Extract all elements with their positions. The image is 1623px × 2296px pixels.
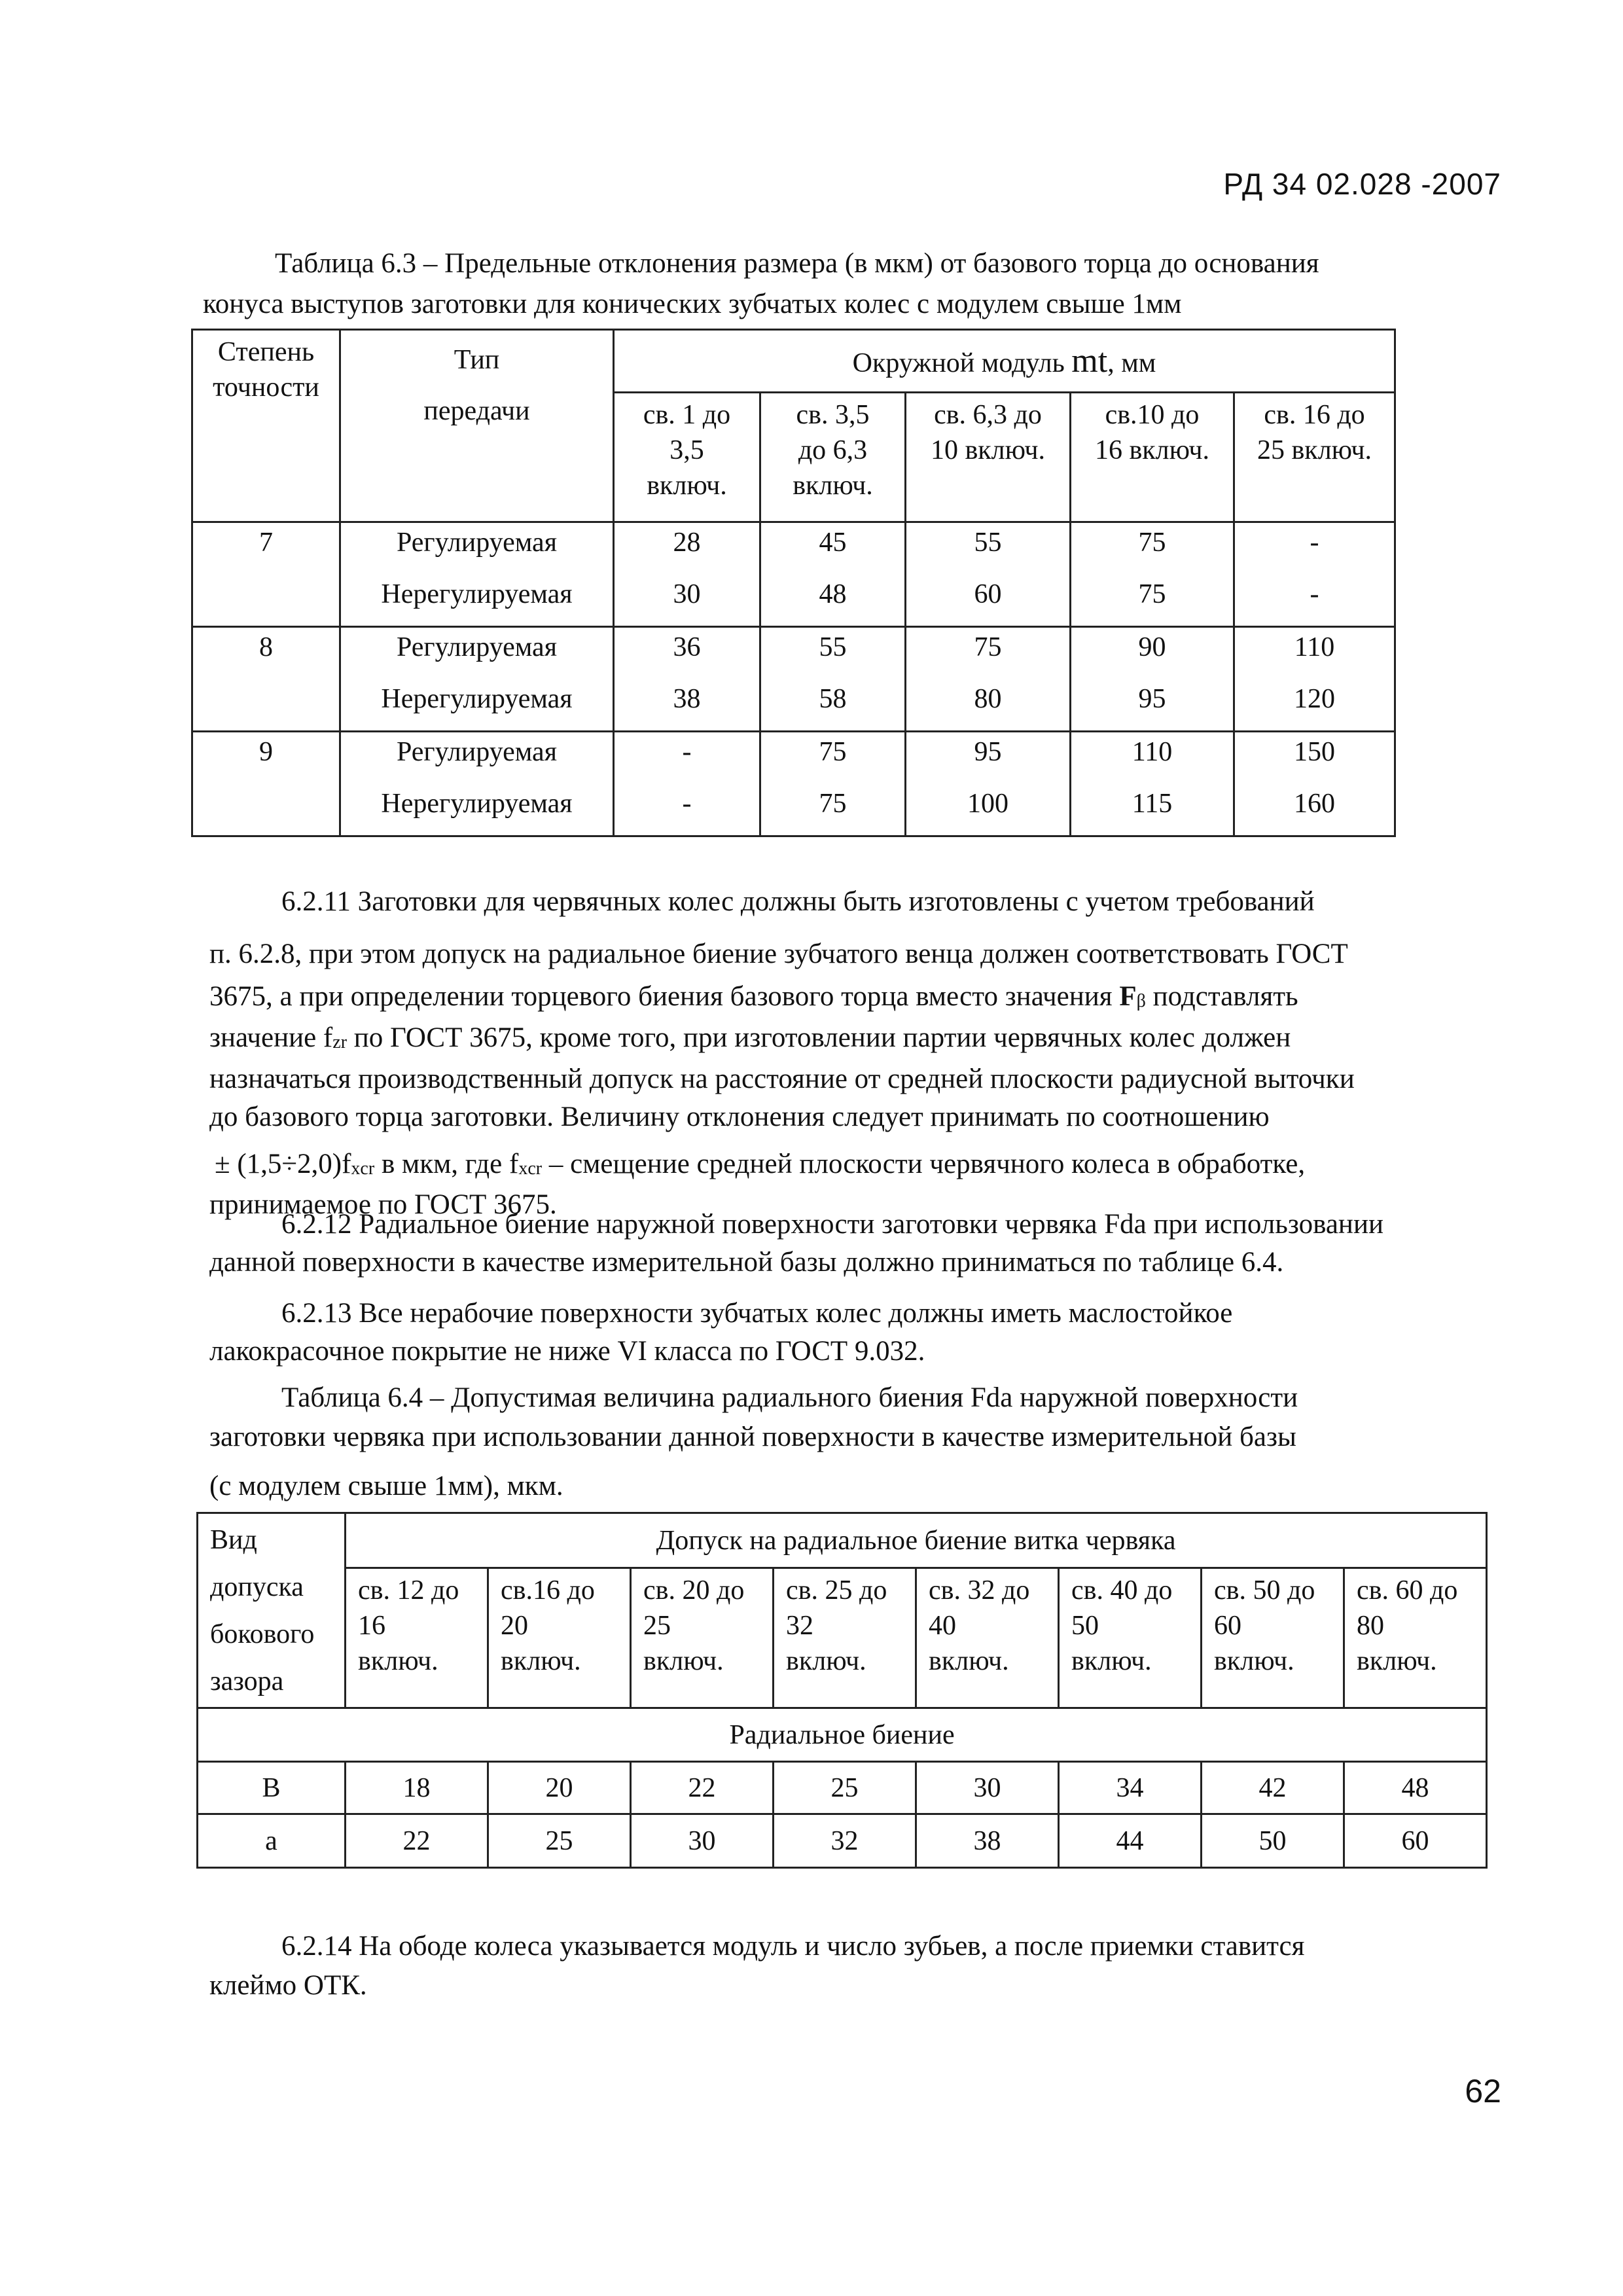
value-cell: 60 <box>1344 1814 1487 1868</box>
type-cell: Нерегулируемая <box>340 679 614 732</box>
paragraph-line: п. 6.2.8, при этом допуск на радиальное биение зубчатого венца должен соответствовать ГОСТ <box>209 939 1348 969</box>
value-cell: 48 <box>760 575 906 627</box>
type-cell: Регулируемая <box>340 522 614 575</box>
value-cell: 22 <box>631 1762 774 1814</box>
col-header <box>760 393 906 522</box>
header-degree-line1: Степень <box>217 337 315 367</box>
text-run: – смещение средней плоскости червячного колеса в обработке, <box>542 1149 1306 1179</box>
symbol-f-beta: F <box>1119 981 1137 1012</box>
col-header-line: св. 25 до <box>786 1575 887 1605</box>
value-cell: 120 <box>1234 679 1395 732</box>
kind-cell: B <box>198 1762 346 1814</box>
value-cell: 75 <box>1071 575 1234 627</box>
col-header-line: 40 <box>929 1611 956 1641</box>
header-kind-line: Вид <box>210 1525 257 1555</box>
header-module <box>614 330 1395 393</box>
subscript: β <box>1136 991 1146 1011</box>
col-header-line: 80 <box>1357 1611 1384 1641</box>
col-header <box>1059 1568 1202 1708</box>
table-row <box>192 679 1395 732</box>
value-cell: 150 <box>1234 732 1395 784</box>
col-header <box>1344 1568 1487 1708</box>
value-cell: 38 <box>916 1814 1059 1868</box>
col-header-line: включ. <box>501 1646 581 1676</box>
col-header-line: св. 1 до <box>643 400 731 430</box>
col-header-line: 3,5 <box>669 435 704 465</box>
subheader-radial-runout: Радиальное биение <box>198 1708 1487 1762</box>
header-tolerance: Допуск на радиальное биение витка червяка <box>346 1513 1487 1568</box>
col-header-line: включ. <box>929 1646 1009 1676</box>
value-cell: 115 <box>1071 784 1234 836</box>
value-cell: 30 <box>916 1762 1059 1814</box>
table-6-3 <box>191 329 1396 837</box>
value-cell: 25 <box>488 1814 631 1868</box>
col-header-line: включ. <box>786 1646 866 1676</box>
paragraph-line: 6.2.11 Заготовки для червячных колес должны быть изготовлены с учетом требований <box>281 886 1315 917</box>
type-cell: Регулируемая <box>340 627 614 679</box>
paragraph-line: данной поверхности в качестве измерительной базы должно приниматься по таблице 6.4. <box>209 1247 1284 1278</box>
text-run: подставлять <box>1145 981 1298 1012</box>
paragraph-line: лакокрасочное покрытие не ниже VI класса по ГОСТ 9.032. <box>209 1336 925 1367</box>
col-header <box>906 393 1071 522</box>
table-row <box>192 575 1395 627</box>
col-header-line: св. 6,3 до <box>934 400 1042 430</box>
col-header-line: св. 12 до <box>358 1575 459 1605</box>
value-cell: 18 <box>346 1762 488 1814</box>
text-run: 3675, а при определении торцевого биения базового торца вместо значения <box>209 981 1113 1012</box>
col-header-line: св.10 до <box>1105 400 1200 430</box>
value-cell: 110 <box>1071 732 1234 784</box>
col-header <box>1071 393 1234 522</box>
degree-cell: 8 <box>192 627 340 732</box>
value-cell: 34 <box>1059 1762 1202 1814</box>
value-cell: 100 <box>906 784 1071 836</box>
value-cell: 160 <box>1234 784 1395 836</box>
degree-cell: 7 <box>192 522 340 627</box>
col-header-line: 60 <box>1214 1611 1241 1641</box>
paragraph-line: клеймо ОТК. <box>209 1970 367 2001</box>
paragraph-line: принимаемое по ГОСТ 3675. <box>209 1189 557 1220</box>
paragraph-6-2-14 <box>209 1927 1525 2005</box>
col-header-line: 25 <box>643 1611 671 1641</box>
paragraph-6-2-11 <box>209 880 1512 1223</box>
col-header-line: включ. <box>643 1646 724 1676</box>
col-header-line: 50 <box>1071 1611 1099 1641</box>
header-type-line2: передачи <box>423 396 530 426</box>
value-cell: 44 <box>1059 1814 1202 1868</box>
value-cell: 20 <box>488 1762 631 1814</box>
page-number: 62 <box>1465 2073 1501 2109</box>
value-cell: 90 <box>1071 627 1234 679</box>
subscript: xcr <box>518 1158 543 1179</box>
document-code: РД 34 02.028 -2007 <box>1223 167 1501 201</box>
table-row <box>192 627 1395 679</box>
header-kind-line: бокового <box>210 1619 315 1649</box>
col-header-line: св. 20 до <box>643 1575 745 1605</box>
value-cell: - <box>614 784 760 836</box>
table-row <box>192 732 1395 784</box>
header-degree-line2: точности <box>213 372 319 403</box>
value-cell: - <box>1234 522 1395 575</box>
col-header-line: до 6,3 <box>798 435 868 465</box>
paragraph-line: до базового торца заготовки. Величину отклонения следует принимать по соотношению <box>209 1102 1270 1132</box>
col-header-line: св. 50 до <box>1214 1575 1315 1605</box>
value-cell: 45 <box>760 522 906 575</box>
paragraph-line: 6.2.13 Все нерабочие поверхности зубчатых колес должны иметь маслостойкое <box>281 1298 1233 1329</box>
caption-line: Таблица 6.3 – Предельные отклонения размера (в мкм) от базового торца до основания <box>275 248 1319 279</box>
table-row <box>192 784 1395 836</box>
text-run: ± (1,5÷2,0)f <box>215 1149 351 1179</box>
header-kind-line: зазора <box>210 1666 284 1696</box>
col-header <box>488 1568 631 1708</box>
value-cell: 80 <box>906 679 1071 732</box>
table-row <box>198 1762 1487 1814</box>
col-header-line: св. 60 до <box>1357 1575 1458 1605</box>
text-run: по ГОСТ 3675, кроме того, при изготовлении партии червячных колес должен <box>347 1022 1291 1053</box>
col-header <box>774 1568 916 1708</box>
type-cell: Нерегулируемая <box>340 784 614 836</box>
header-kind <box>198 1513 346 1708</box>
col-header-line: 16 <box>358 1611 385 1641</box>
table-6-4-caption <box>209 1378 1531 1509</box>
col-header-line: 16 включ. <box>1094 435 1210 465</box>
type-cell: Нерегулируемая <box>340 575 614 627</box>
text-run: значение f <box>209 1022 333 1053</box>
value-cell: - <box>1234 575 1395 627</box>
value-cell: 58 <box>760 679 906 732</box>
value-cell: 55 <box>760 627 906 679</box>
table-row <box>192 522 1395 575</box>
col-header <box>631 1568 774 1708</box>
value-cell: 30 <box>614 575 760 627</box>
caption-line: Таблица 6.4 – Допустимая величина радиального биения Fda наружной поверхности <box>281 1382 1298 1413</box>
table-row <box>198 1814 1487 1868</box>
value-cell: 38 <box>614 679 760 732</box>
header-module-suffix: , мм <box>1107 348 1156 378</box>
value-cell: 36 <box>614 627 760 679</box>
value-cell: 42 <box>1202 1762 1344 1814</box>
paragraph-line <box>209 1145 1512 1187</box>
col-header-line: 10 включ. <box>930 435 1046 465</box>
type-cell: Регулируемая <box>340 732 614 784</box>
header-degree <box>192 330 340 522</box>
col-header-line: включ. <box>1214 1646 1294 1676</box>
col-header <box>916 1568 1059 1708</box>
caption-line: конуса выступов заготовки для конических зубчатых колес с модулем свыше 1мм <box>203 289 1182 319</box>
kind-cell: a <box>198 1814 346 1868</box>
col-header-line: 32 <box>786 1611 813 1641</box>
value-cell: 50 <box>1202 1814 1344 1868</box>
col-header-line: св. 40 до <box>1071 1575 1173 1605</box>
value-cell: 32 <box>774 1814 916 1868</box>
value-cell: 95 <box>906 732 1071 784</box>
text-run: в мкм, где f <box>374 1149 519 1179</box>
value-cell: 75 <box>760 732 906 784</box>
value-cell: - <box>614 732 760 784</box>
col-header <box>614 393 760 522</box>
header-kind-line: допуска <box>210 1572 304 1602</box>
value-cell: 75 <box>906 627 1071 679</box>
value-cell: 25 <box>774 1762 916 1814</box>
paragraph-6-2-13 <box>209 1295 1525 1371</box>
header-module-symbol: mt <box>1071 342 1108 380</box>
value-cell: 22 <box>346 1814 488 1868</box>
col-header-line: 25 включ. <box>1257 435 1372 465</box>
table-6-4 <box>196 1512 1488 1869</box>
col-header <box>1234 393 1395 522</box>
col-header-line: включ. <box>647 471 727 501</box>
table-6-3-caption <box>203 243 1512 325</box>
paragraph-line: 6.2.14 На ободе колеса указывается модуль и число зубьев, а после приемки ставится <box>281 1931 1305 1962</box>
col-header-line: св. 3,5 <box>796 400 870 430</box>
col-header-line: включ. <box>793 471 873 501</box>
subscript: zr <box>332 1032 348 1052</box>
col-header-line: включ. <box>358 1646 438 1676</box>
subscript: xcr <box>351 1158 375 1179</box>
col-header-line: 20 <box>501 1611 528 1641</box>
value-cell: 48 <box>1344 1762 1487 1814</box>
value-cell: 95 <box>1071 679 1234 732</box>
col-header-line: св. 16 до <box>1264 400 1365 430</box>
value-cell: 110 <box>1234 627 1395 679</box>
col-header-line: св.16 до <box>501 1575 595 1605</box>
value-cell: 30 <box>631 1814 774 1868</box>
col-header-line: включ. <box>1357 1646 1437 1676</box>
header-module-prefix: Окружной модуль <box>852 348 1072 378</box>
col-header <box>346 1568 488 1708</box>
col-header <box>1202 1568 1344 1708</box>
paragraph-line <box>209 1019 1512 1060</box>
paragraph-line <box>209 978 1512 1019</box>
value-cell: 60 <box>906 575 1071 627</box>
degree-cell: 9 <box>192 732 340 836</box>
paragraph-line: 6.2.12 Радиальное биение наружной поверхности заготовки червяка Fda при использовании <box>281 1209 1383 1240</box>
col-header-line: св. 32 до <box>929 1575 1030 1605</box>
caption-line: (с модулем свыше 1мм), мкм. <box>209 1471 563 1501</box>
header-type-line1: Тип <box>454 345 500 375</box>
col-header-line: включ. <box>1071 1646 1152 1676</box>
value-cell: 55 <box>906 522 1071 575</box>
value-cell: 75 <box>760 784 906 836</box>
header-type <box>340 330 614 522</box>
caption-line: заготовки червяка при использовании данной поверхности в качестве измерительной базы <box>209 1422 1296 1452</box>
value-cell: 28 <box>614 522 760 575</box>
value-cell: 75 <box>1071 522 1234 575</box>
paragraph-line: назначаться производственный допуск на расстояние от средней плоскости радиусной выточки <box>209 1064 1355 1094</box>
paragraph-6-2-12 <box>209 1206 1525 1282</box>
